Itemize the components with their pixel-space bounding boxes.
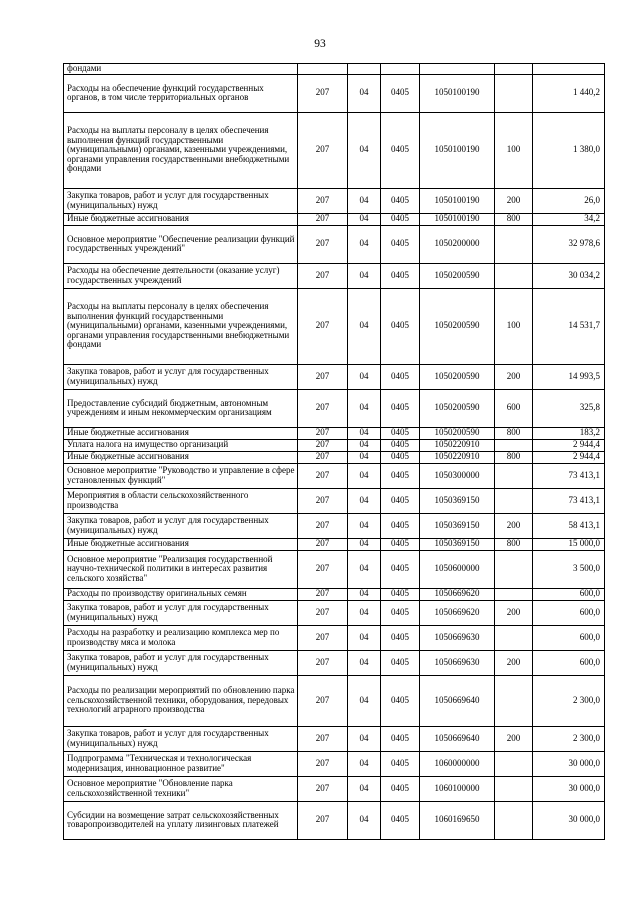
subsection-code-cell [381,64,420,75]
amount-cell: 73 413,1 [533,488,605,513]
amount-cell: 30 000,0 [533,751,605,776]
expense-type-code-cell: 200 [495,726,533,751]
subsection-code-cell: 0405 [381,726,420,751]
amount-cell: 2 300,0 [533,675,605,726]
section-code-cell: 04 [348,625,381,650]
expense-name-cell: Закупка товаров, работ и услуг для государственных (муниципальных) нужд [64,364,298,389]
subsection-code-cell: 0405 [381,263,420,288]
target-article-code-cell: 1050669630 [420,650,495,675]
expense-type-code-cell [495,625,533,650]
grbs-code-cell: 207 [298,538,348,550]
expense-type-code-cell [495,263,533,288]
page-number: 93 [314,38,326,50]
table-row [64,74,605,112]
section-code-cell: 04 [348,751,381,776]
subsection-code-cell: 0405 [381,74,420,112]
amount-cell: 73 413,1 [533,463,605,488]
target-article-code-cell: 1050369150 [420,488,495,513]
expense-name-cell: Мероприятия в области сельскохозяйственного производства [64,488,298,513]
grbs-code-cell: 207 [298,801,348,839]
target-article-code-cell: 1050369150 [420,513,495,538]
grbs-code-cell: 207 [298,188,348,213]
section-code-cell: 04 [348,650,381,675]
target-article-code-cell: 1050600000 [420,550,495,588]
table-row [64,225,605,263]
amount-cell: 30 000,0 [533,801,605,839]
target-article-code-cell: 1050200590 [420,427,495,439]
section-code-cell: 04 [348,389,381,427]
subsection-code-cell: 0405 [381,650,420,675]
table-row [64,112,605,188]
amount-cell: 34,2 [533,213,605,225]
target-article-code-cell: 1050669640 [420,675,495,726]
expense-name-cell: Основное мероприятие "Обеспечение реализации функций государственных учреждений" [64,225,298,263]
section-code-cell: 04 [348,451,381,463]
grbs-code-cell: 207 [298,451,348,463]
table-row [64,488,605,513]
target-article-code-cell: 1050200590 [420,364,495,389]
amount-cell [533,64,605,75]
subsection-code-cell: 0405 [381,488,420,513]
expense-type-code-cell [495,488,533,513]
table-row [64,588,605,600]
amount-cell: 2 944,4 [533,451,605,463]
expense-name-cell: Иные бюджетные ассигнования [64,213,298,225]
expense-name-cell: Расходы на выплаты персоналу в целях обеспечения выполнения функций государственными (муниципальными) органами, казенными учреждениями, органами управления государственными внебюджетными фондами [64,112,298,188]
amount-cell: 600,0 [533,625,605,650]
expense-name-cell: Основное мероприятие "Обновление парка сельскохозяйственной техники" [64,776,298,801]
grbs-code-cell: 207 [298,776,348,801]
section-code-cell: 04 [348,776,381,801]
subsection-code-cell: 0405 [381,112,420,188]
expense-name-cell: Иные бюджетные ассигнования [64,451,298,463]
section-code-cell: 04 [348,225,381,263]
target-article-code-cell: 1050669640 [420,726,495,751]
section-code-cell: 04 [348,263,381,288]
table-row [64,726,605,751]
expense-type-code-cell [495,74,533,112]
grbs-code-cell: 207 [298,364,348,389]
expense-type-code-cell [495,439,533,451]
target-article-code-cell: 1050220910 [420,451,495,463]
grbs-code-cell: 207 [298,513,348,538]
amount-cell: 14 993,5 [533,364,605,389]
target-article-code-cell: 1050100190 [420,213,495,225]
section-code-cell: 04 [348,550,381,588]
subsection-code-cell: 0405 [381,225,420,263]
expense-name-cell: Иные бюджетные ассигнования [64,427,298,439]
table-row [64,389,605,427]
table-row [64,538,605,550]
target-article-code-cell: 1050200590 [420,288,495,364]
expense-type-code-cell [495,801,533,839]
amount-cell: 3 500,0 [533,550,605,588]
section-code-cell: 04 [348,726,381,751]
expense-type-code-cell: 800 [495,213,533,225]
subsection-code-cell: 0405 [381,463,420,488]
table-row [64,625,605,650]
grbs-code-cell: 207 [298,625,348,650]
target-article-code-cell: 1050200590 [420,389,495,427]
table-row [64,675,605,726]
subsection-code-cell: 0405 [381,188,420,213]
grbs-code-cell: 207 [298,389,348,427]
expense-name-cell: Закупка товаров, работ и услуг для государственных (муниципальных) нужд [64,188,298,213]
amount-cell: 2 944,4 [533,439,605,451]
target-article-code-cell: 1060100000 [420,776,495,801]
table-row [64,550,605,588]
expense-name-cell: Расходы на выплаты персоналу в целях обеспечения выполнения функций государственными (муниципальными) органами, казенными учреждениями, органами управления государственными внебюджетными фондами [64,288,298,364]
expense-name-cell: Расходы по производству оригинальных семян [64,588,298,600]
expense-type-code-cell: 100 [495,112,533,188]
subsection-code-cell: 0405 [381,513,420,538]
subsection-code-cell: 0405 [381,588,420,600]
expense-type-code-cell: 200 [495,650,533,675]
grbs-code-cell: 207 [298,463,348,488]
table-row [64,263,605,288]
target-article-code-cell: 1050200000 [420,225,495,263]
table-row [64,439,605,451]
target-article-code-cell: 1050100190 [420,188,495,213]
amount-cell: 600,0 [533,600,605,625]
target-article-code-cell: 1050669630 [420,625,495,650]
expense-name-cell: Расходы на разработку и реализацию комплекса мер по производству мяса и молока [64,625,298,650]
target-article-code-cell: 1060000000 [420,751,495,776]
section-code-cell: 04 [348,600,381,625]
amount-cell: 600,0 [533,650,605,675]
grbs-code-cell: 207 [298,74,348,112]
expense-type-code-cell [495,550,533,588]
expense-type-code-cell [495,64,533,75]
budget-table [63,63,605,840]
section-code-cell: 04 [348,675,381,726]
subsection-code-cell: 0405 [381,751,420,776]
subsection-code-cell: 0405 [381,451,420,463]
grbs-code-cell: 207 [298,112,348,188]
section-code-cell: 04 [348,427,381,439]
grbs-code-cell: 207 [298,263,348,288]
subsection-code-cell: 0405 [381,389,420,427]
grbs-code-cell: 207 [298,751,348,776]
amount-cell: 14 531,7 [533,288,605,364]
expense-type-code-cell: 800 [495,427,533,439]
subsection-code-cell: 0405 [381,213,420,225]
target-article-code-cell: 1050669620 [420,600,495,625]
expense-name-cell: Расходы на обеспечение функций государственных органов, в том числе территориальных органов [64,74,298,112]
table-row [64,513,605,538]
expense-name-cell: Иные бюджетные ассигнования [64,538,298,550]
section-code-cell: 04 [348,364,381,389]
target-article-code-cell: 1060169650 [420,801,495,839]
table-row [64,801,605,839]
subsection-code-cell: 0405 [381,776,420,801]
amount-cell: 325,8 [533,389,605,427]
expense-type-code-cell: 800 [495,538,533,550]
subsection-code-cell: 0405 [381,675,420,726]
expense-name-cell: Закупка товаров, работ и услуг для государственных (муниципальных) нужд [64,600,298,625]
expense-type-code-cell [495,751,533,776]
section-code-cell [348,64,381,75]
grbs-code-cell: 207 [298,550,348,588]
amount-cell: 183,2 [533,427,605,439]
amount-cell: 30 000,0 [533,776,605,801]
section-code-cell: 04 [348,188,381,213]
expense-type-code-cell: 200 [495,600,533,625]
table-row [64,451,605,463]
grbs-code-cell: 207 [298,288,348,364]
amount-cell: 1 440,2 [533,74,605,112]
amount-cell: 600,0 [533,588,605,600]
subsection-code-cell: 0405 [381,625,420,650]
table-row [64,364,605,389]
grbs-code-cell: 207 [298,439,348,451]
expense-name-cell: Уплата налога на имущество организаций [64,439,298,451]
section-code-cell: 04 [348,74,381,112]
table-row [64,427,605,439]
target-article-code-cell: 1050369150 [420,538,495,550]
expense-type-code-cell [495,588,533,600]
section-code-cell: 04 [348,112,381,188]
expense-type-code-cell: 200 [495,364,533,389]
target-article-code-cell: 1050300000 [420,463,495,488]
subsection-code-cell: 0405 [381,439,420,451]
subsection-code-cell: 0405 [381,538,420,550]
amount-cell: 30 034,2 [533,263,605,288]
expense-type-code-cell [495,776,533,801]
target-article-code-cell: 1050100190 [420,74,495,112]
grbs-code-cell: 207 [298,213,348,225]
amount-cell: 32 978,6 [533,225,605,263]
expense-name-cell: Закупка товаров, работ и услуг для государственных (муниципальных) нужд [64,726,298,751]
grbs-code-cell: 207 [298,225,348,263]
grbs-code-cell: 207 [298,726,348,751]
grbs-code-cell: 207 [298,650,348,675]
subsection-code-cell: 0405 [381,364,420,389]
table-row [64,188,605,213]
expense-type-code-cell: 200 [495,188,533,213]
section-code-cell: 04 [348,488,381,513]
target-article-code-cell: 1050220910 [420,439,495,451]
target-article-code-cell: 1050200590 [420,263,495,288]
expense-name-cell: Предоставление субсидий бюджетным, автономным учреждениям и иным некоммерческим организациям [64,389,298,427]
amount-cell: 1 380,0 [533,112,605,188]
expense-name-cell: Закупка товаров, работ и услуг для государственных (муниципальных) нужд [64,650,298,675]
grbs-code-cell: 207 [298,588,348,600]
table-row [64,751,605,776]
grbs-code-cell: 207 [298,427,348,439]
subsection-code-cell: 0405 [381,801,420,839]
table-row [64,650,605,675]
grbs-code-cell [298,64,348,75]
amount-cell: 26,0 [533,188,605,213]
expense-type-code-cell: 600 [495,389,533,427]
amount-cell: 15 000,0 [533,538,605,550]
table-row [64,288,605,364]
subsection-code-cell: 0405 [381,427,420,439]
expense-name-cell: Расходы на обеспечение деятельности (оказание услуг) государственных учреждений [64,263,298,288]
expense-name-cell: Субсидии на возмещение затрат сельскохозяйственных товаропроизводителей на уплату лизинговых платежей [64,801,298,839]
section-code-cell: 04 [348,801,381,839]
expense-name-cell: Закупка товаров, работ и услуг для государственных (муниципальных) нужд [64,513,298,538]
table-row [64,463,605,488]
section-code-cell: 04 [348,213,381,225]
expense-type-code-cell: 800 [495,451,533,463]
table-body [64,64,605,840]
expense-name-cell: фондами [64,64,298,75]
subsection-code-cell: 0405 [381,288,420,364]
section-code-cell: 04 [348,439,381,451]
amount-cell: 2 300,0 [533,726,605,751]
target-article-code-cell: 1050669620 [420,588,495,600]
section-code-cell: 04 [348,513,381,538]
expense-type-code-cell [495,463,533,488]
table-row [64,776,605,801]
grbs-code-cell: 207 [298,675,348,726]
expense-name-cell: Подпрограмма "Техническая и технологическая модернизация, инновационное развитие" [64,751,298,776]
expense-type-code-cell: 100 [495,288,533,364]
expense-type-code-cell: 200 [495,513,533,538]
expense-name-cell: Основное мероприятие "Руководство и управление в сфере установленных функций" [64,463,298,488]
expense-type-code-cell [495,675,533,726]
section-code-cell: 04 [348,538,381,550]
expense-name-cell: Расходы по реализации мероприятий по обновлению парка сельскохозяйственной техники, оборудования, передовых технологий аграрного производства [64,675,298,726]
expense-name-cell: Основное мероприятие "Реализация государственной научно-технической политики в интересах развития сельского хозяйства" [64,550,298,588]
section-code-cell: 04 [348,288,381,364]
grbs-code-cell: 207 [298,488,348,513]
target-article-code-cell [420,64,495,75]
table-row [64,213,605,225]
grbs-code-cell: 207 [298,600,348,625]
table-row [64,64,605,75]
expense-type-code-cell [495,225,533,263]
section-code-cell: 04 [348,463,381,488]
subsection-code-cell: 0405 [381,550,420,588]
table-row [64,600,605,625]
subsection-code-cell: 0405 [381,600,420,625]
amount-cell: 58 413,1 [533,513,605,538]
section-code-cell: 04 [348,588,381,600]
target-article-code-cell: 1050100190 [420,112,495,188]
